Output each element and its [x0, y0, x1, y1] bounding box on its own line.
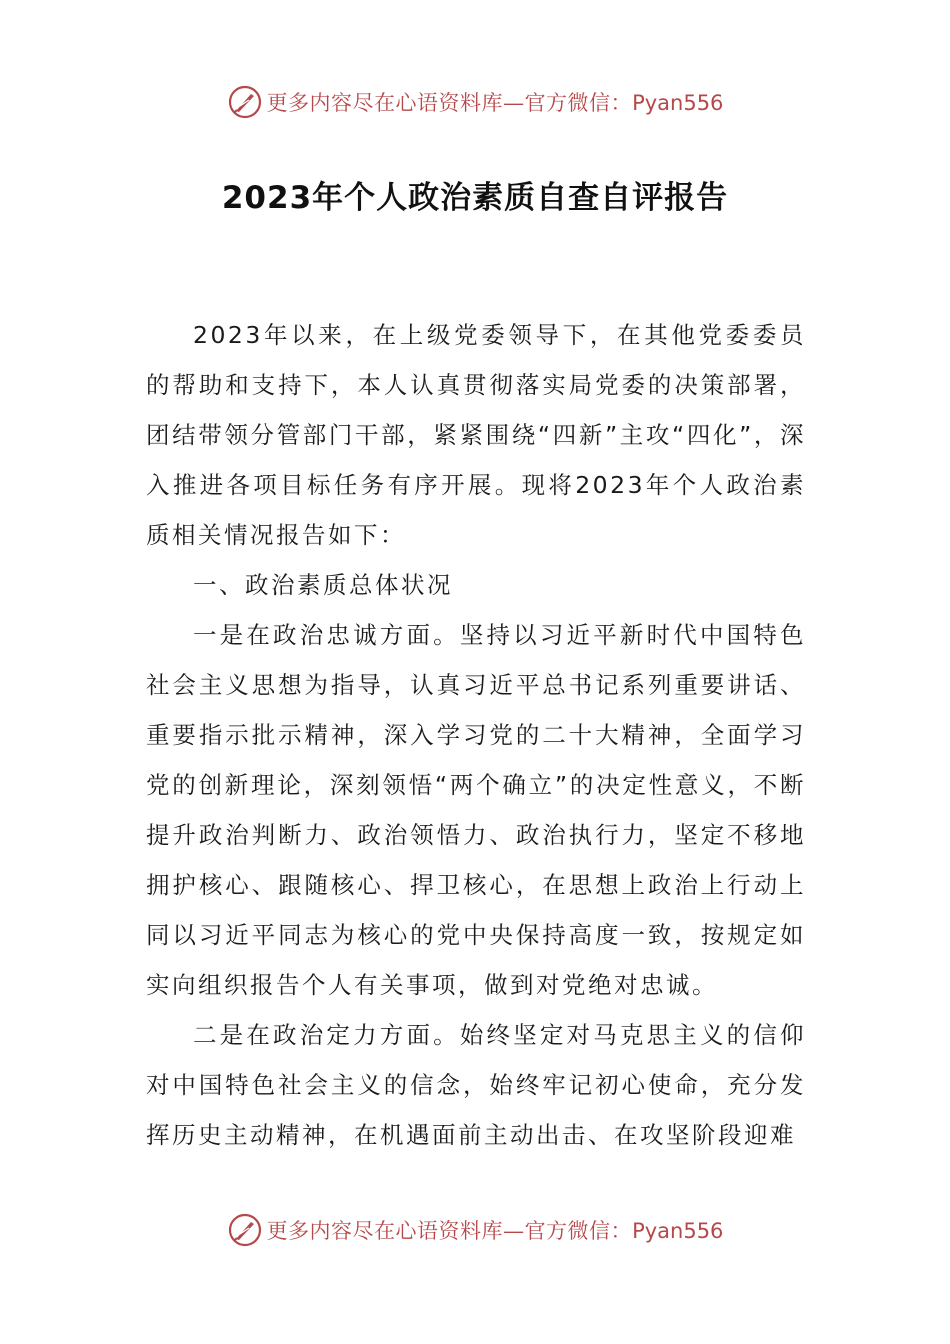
banner-wechat-id: Pyan556 — [632, 91, 724, 115]
quill-pen-circle-icon — [227, 84, 263, 120]
banner-wechat-label: 官方微信： — [524, 91, 633, 115]
paragraph-loyalty: 一是在政治忠诚方面。坚持以习近平新时代中国特色社会主义思想为指导，认真习近平总书记系列重要讲话、重要指示批示精神，深入学习党的二十大精神，全面学习党的创新理论，深刻领悟“两个确立”的决定性意义，不断提升政治判断力、政治领悟力、政治执行力，坚定不移地拥护核心、跟随核心、捍卫核心，在思想上政治上行动上同以习近平同志为核心的党中央保持高度一致，按规定如实向组织报告个人有关事项，做到对党绝对忠诚。 — [146, 621, 806, 999]
quill-pen-circle-icon — [227, 1212, 263, 1248]
document-body — [146, 310, 806, 1160]
banner-promo: 更多内容尽在心语资料库 — [266, 91, 504, 115]
banner-wechat-label: 官方微信： — [524, 1219, 633, 1243]
section-heading: 一、政治素质总体状况 — [193, 571, 453, 599]
footer-banner — [0, 1210, 950, 1250]
header-banner — [0, 82, 950, 122]
banner-text — [267, 87, 724, 117]
banner-text — [267, 1215, 724, 1245]
document-title: 2023年个人政治素质自查自评报告 — [221, 180, 729, 216]
paragraph-intro: 2023年以来，在上级党委领导下，在其他党委委员的帮助和支持下，本人认真贯彻落实局党委的决策部署，团结带领分管部门干部，紧紧围绕“四新”主攻“四化”，深入推进各项目标任务有序开展。现将2023年个人政治素质相关情况报告如下： — [146, 321, 806, 549]
banner-promo: 更多内容尽在心语资料库 — [266, 1219, 504, 1243]
paragraph-steadfastness: 二是在政治定力方面。始终坚定对马克思主义的信仰对中国特色社会主义的信念，始终牢记初心使命，充分发挥历史主动精神，在机遇面前主动出击、在攻坚阶段迎难 — [146, 1021, 806, 1149]
banner-dash: — — [503, 91, 525, 115]
banner-dash: — — [503, 1219, 525, 1243]
banner-wechat-id: Pyan556 — [632, 1219, 724, 1243]
